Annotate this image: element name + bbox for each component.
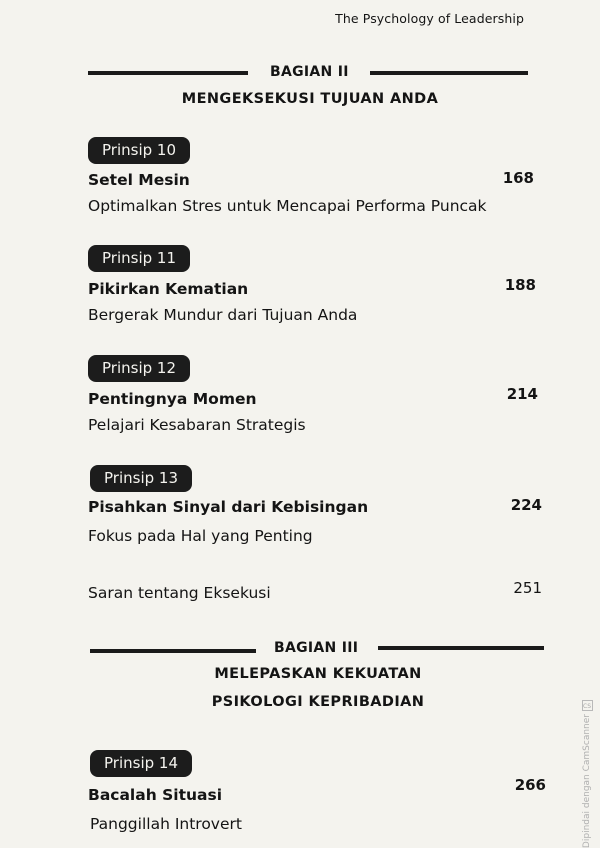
page-number[interactable]: 224 <box>510 496 542 514</box>
part-title: MENGEKSEKUSI TUJUAN ANDA <box>181 91 439 107</box>
part-label: BAGIAN II <box>270 64 349 80</box>
chapter-subtitle: Optimalkan Stres untuk Mencapai Performa Puncak <box>88 197 487 215</box>
principle-badge: Prinsip 12 <box>88 355 190 382</box>
principle-badge: Prinsip 14 <box>90 750 192 777</box>
part-title: MELEPASKAN KEKUATAN <box>214 666 422 682</box>
chapter-subtitle: Fokus pada Hal yang Penting <box>88 527 313 545</box>
running-head: The Psychology of Leadership <box>335 11 524 26</box>
chapter-subtitle: Pelajari Kesabaran Strategis <box>88 416 306 434</box>
chapter-title[interactable]: Setel Mesin <box>88 171 190 189</box>
scanner-watermark-text: Dipindai dengan CamScanner <box>582 714 592 848</box>
page-number[interactable]: 266 <box>514 776 546 794</box>
chapter-subtitle: Panggillah Introvert <box>90 815 242 833</box>
chapter-title[interactable]: Pisahkan Sinyal dari Kebisingan <box>88 498 369 516</box>
page-number[interactable]: 251 <box>513 579 542 597</box>
part-title: PSIKOLOGI KEPRIBADIAN <box>211 694 425 710</box>
page-number[interactable]: 168 <box>502 169 534 187</box>
toc-entry-title[interactable]: Saran tentang Eksekusi <box>88 584 271 602</box>
chapter-subtitle: Bergerak Mundur dari Tujuan Anda <box>88 306 358 324</box>
part-label: BAGIAN III <box>274 640 359 656</box>
part-rule-left <box>90 649 256 653</box>
part-rule-right <box>378 646 544 650</box>
principle-badge: Prinsip 10 <box>88 137 190 164</box>
camscanner-logo-icon: CS <box>582 700 593 711</box>
principle-badge: Prinsip 11 <box>88 245 190 272</box>
chapter-title[interactable]: Pikirkan Kematian <box>88 280 249 298</box>
chapter-title[interactable]: Bacalah Situasi <box>88 786 223 804</box>
scanner-watermark <box>580 700 594 848</box>
principle-badge: Prinsip 13 <box>90 465 192 492</box>
part-rule-right <box>370 71 528 75</box>
part-rule-left <box>88 71 248 75</box>
page-number[interactable]: 188 <box>504 276 536 294</box>
chapter-title[interactable]: Pentingnya Momen <box>88 390 257 408</box>
page-number[interactable]: 214 <box>506 385 538 403</box>
